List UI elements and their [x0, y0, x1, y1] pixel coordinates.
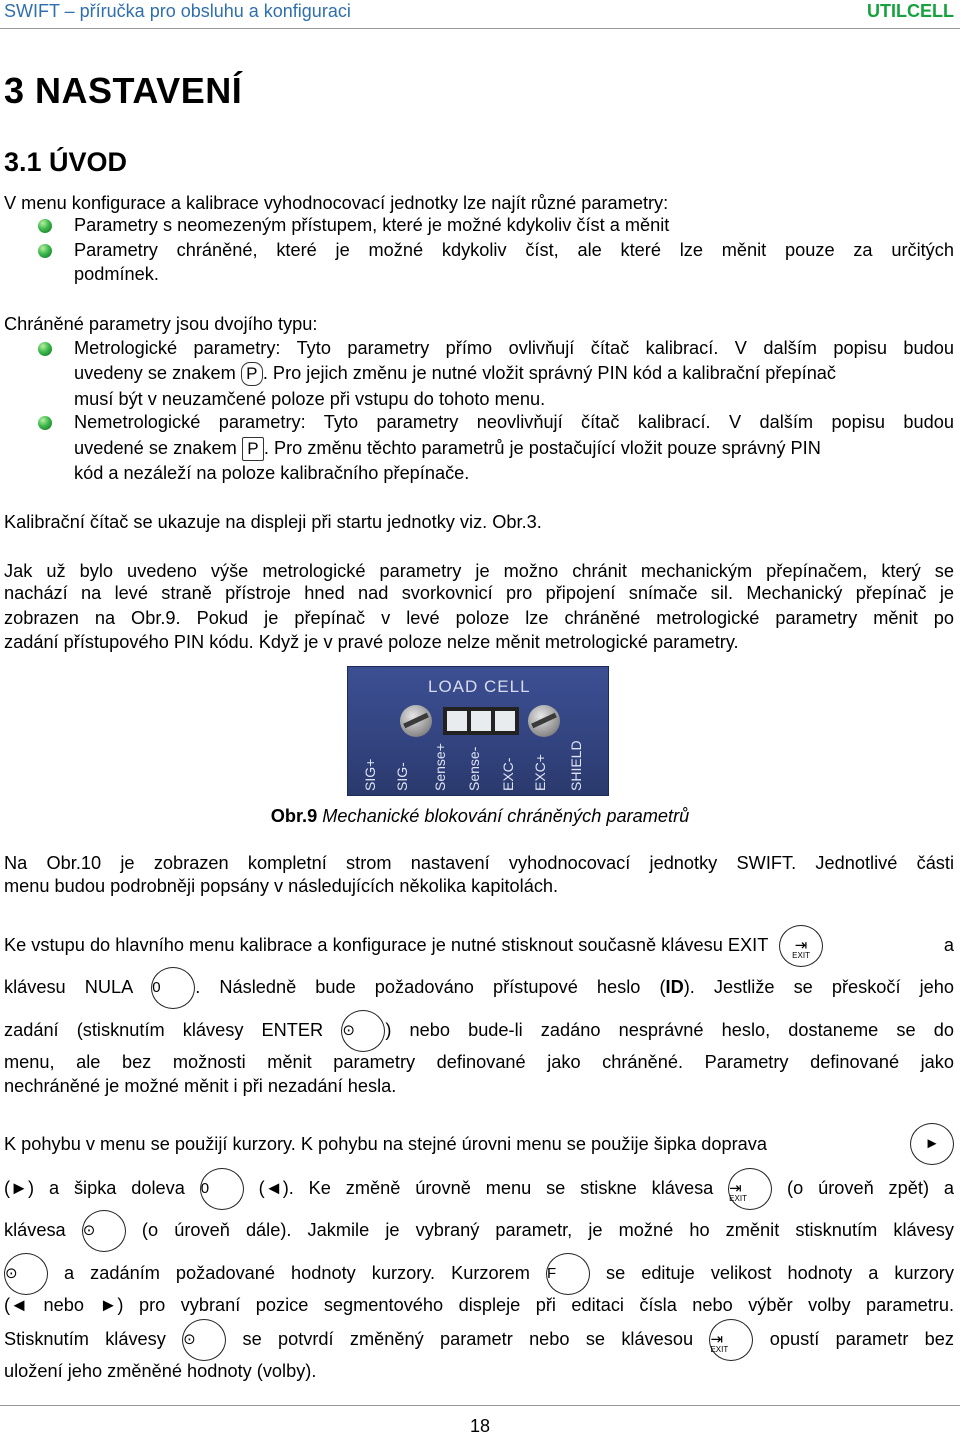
- terminal-label: SIG+: [362, 758, 378, 791]
- bullet-icon: [38, 342, 52, 356]
- exit-key-icon: ⇥ EXIT: [709, 1319, 753, 1361]
- switch-paragraph-line: Jak už bylo uvedeno výše metrologické parametry je možno chránit mechanickým přepínačem, který se: [4, 561, 954, 581]
- exit-key-icon: ⇥ EXIT: [779, 925, 823, 967]
- id-label: ID: [665, 977, 684, 997]
- switch-paragraph-line: zobrazen na Obr.9. Pokud je přepínač v levé poloze lze chráněné metrologické parametry měnit po: [4, 608, 954, 628]
- keys-line-5: nechráněné je možné měnit i při nezadání hesla.: [4, 1076, 397, 1096]
- cursor-line-4: [4, 1251, 954, 1295]
- left-arrow-key-icon: 0: [200, 1168, 244, 1210]
- chapter-heading: 3 NASTAVENÍ: [4, 70, 243, 111]
- tree-paragraph-line: Na Obr.10 je zobrazen kompletní strom nastavení vyhodnocovací jednotky SWIFT. Jednotlivé části: [4, 853, 954, 873]
- cursor-text: K pohybu v menu se použijí kurzory. K pohybu na stejné úrovni menu se použije šipka doprava: [4, 1134, 767, 1154]
- metro-line-1: Metrologické parametry: Tyto parametry přímo ovlivňují čítač kalibrací. V dalším popisu budou: [74, 338, 954, 358]
- keys-line-2: [4, 965, 954, 1009]
- caption-text: Mechanické blokování chráněných parametrů: [322, 806, 690, 826]
- list-item-continuation: podmínek.: [74, 264, 159, 284]
- calibration-switch: [443, 707, 519, 735]
- metro-text: . Pro jejich změnu je nutné vložit správný PIN kód a kalibrační přepínač: [262, 362, 837, 383]
- section-heading: 3.1 ÚVOD: [4, 147, 128, 177]
- keys-text: . Následně bude požadováno přístupové heslo (: [195, 977, 666, 997]
- caption-label: Obr.9: [270, 806, 318, 826]
- load-cell-photo: [347, 666, 609, 796]
- keys-text: a: [943, 935, 954, 955]
- enter-key-icon: ⊙: [341, 1010, 385, 1052]
- bullet-icon: [38, 219, 52, 233]
- nonmetro-text: uvedené se znakem: [74, 437, 237, 458]
- counter-paragraph: Kalibrační čítač se ukazuje na displeji při startu jednotky viz. Obr.3.: [4, 512, 542, 532]
- keys-text: Ke vstupu do hlavního menu kalibrace a konfigurace je nutné stisknout současně klávesu EXIT: [4, 935, 768, 955]
- header-title: SWIFT – příručka pro obsluhu a konfiguraci: [4, 1, 351, 21]
- cursor-line-1: [4, 1122, 954, 1166]
- photo-title: LOAD CELL: [428, 677, 531, 696]
- cursor-line-5: (◄ nebo ►) pro vybraní pozice segmentového displeje při editaci čísla nebo výběr volby parametru.: [4, 1295, 954, 1315]
- cursor-line-6: [4, 1317, 954, 1361]
- cursor-text: (►) a šipka doleva: [4, 1178, 185, 1198]
- switch-paragraph-line: zadání přístupového PIN kódu. Když je v pravé poloze nelze měnit metrologické parametry.: [4, 632, 739, 652]
- f-key-icon: F: [546, 1253, 590, 1295]
- list-item: Parametry s neomezeným přístupem, které je možné kdykoliv číst a měnit: [74, 215, 670, 235]
- bullet-icon: [38, 244, 52, 258]
- keys-line-3: [4, 1008, 954, 1052]
- zero-key-icon: 0: [151, 967, 195, 1009]
- keys-text: zadání (stisknutím klávesy ENTER: [4, 1020, 324, 1040]
- cursor-text: (o úroveň dále). Jakmile je vybraný parametr, je možné ho změnit stisknutím klávesy: [141, 1220, 954, 1240]
- footer-divider: [0, 1405, 960, 1406]
- terminal-label: Sense-: [466, 746, 482, 791]
- terminal-label: SIG-: [394, 762, 410, 791]
- protected-intro: Chráněné parametry jsou dvojího typu:: [4, 314, 318, 334]
- terminal-label: SHIELD: [568, 740, 584, 791]
- cursor-line-3: [4, 1208, 954, 1252]
- cursor-text: klávesa: [4, 1220, 66, 1240]
- metro-text: uvedeny se znakem: [74, 362, 236, 383]
- metro-line-3: musí být v neuzamčené poloze při vstupu do tohoto menu.: [74, 389, 546, 409]
- cursor-text: opustí parametr bez: [769, 1329, 954, 1349]
- metrological-symbol-icon: P: [241, 362, 263, 386]
- switch-paragraph-line: nachází na levé straně přístroje hned nad svorkovnicí pro připojení snímače sil. Mechanický přepínač je: [4, 583, 954, 603]
- screw-icon: [400, 705, 432, 737]
- cursor-text: Stisknutím klávesy: [4, 1329, 166, 1349]
- keys-text: klávesu NULA: [4, 977, 133, 997]
- cursor-line-7: uložení jeho změněné hodnoty (volby).: [4, 1361, 317, 1381]
- cursor-line-2: [4, 1166, 954, 1210]
- keys-line-4: menu, ale bez možnosti měnit parametry definované jako chráněné. Parametry definované jako: [4, 1052, 954, 1072]
- nonmetro-line-1: Nemetrologické parametry: Tyto parametry neovlivňují čítač kalibrací. V dalším popisu budou: [74, 412, 954, 432]
- header-brand: UTILCELL: [867, 1, 954, 21]
- cursor-text: se edituje velikost hodnoty a kurzory: [605, 1263, 954, 1283]
- cursor-text: se potvrdí změněný parametr nebo se klávesou: [242, 1329, 694, 1349]
- nonmetro-text: . Pro změnu těchto parametrů je postačující vložit pouze správný PIN: [263, 437, 821, 458]
- cursor-text: (o úroveň zpět) a: [787, 1178, 954, 1198]
- keys-text: ). Jestliže se přeskočí jeho: [683, 977, 955, 997]
- terminal-label: EXC+: [532, 754, 548, 791]
- keys-line-1: [4, 923, 954, 967]
- terminal-label: EXC-: [500, 757, 516, 791]
- bullet-icon: [38, 416, 52, 430]
- nonmetro-line-2: [74, 437, 954, 461]
- enter-key-icon: ⊙: [182, 1319, 226, 1361]
- cursor-text: (◄). Ke změně úrovně menu se stiskne klávesa: [258, 1178, 714, 1198]
- figure-caption: [0, 806, 960, 827]
- intro-paragraph: V menu konfigurace a kalibrace vyhodnocovací jednotky lze najít různé parametry:: [4, 193, 669, 213]
- nonmetrological-symbol-icon: P: [242, 437, 264, 461]
- screw-icon: [528, 705, 560, 737]
- enter-key-icon: ⊙: [82, 1210, 126, 1252]
- page-number: 18: [469, 1416, 491, 1436]
- list-item: Parametry chráněné, které je možné kdykoliv číst, ale které lze měnit pouze za určitých: [74, 240, 954, 260]
- header-divider: [0, 28, 960, 29]
- tree-paragraph-line: menu budou podrobněji popsány v následujících několika kapitolách.: [4, 876, 559, 896]
- cursor-text: a zadáním požadované hodnoty kurzory. Kurzorem: [64, 1263, 530, 1283]
- keys-text: ) nebo bude-li zadáno nesprávné heslo, dostaneme se do: [385, 1020, 954, 1040]
- terminal-label: Sense+: [432, 743, 448, 791]
- enter-key-icon: ⊙: [4, 1253, 48, 1295]
- metro-line-2: [74, 362, 954, 386]
- right-arrow-key-icon: ►: [910, 1123, 954, 1165]
- nonmetro-line-3: kód a nezáleží na poloze kalibračního přepínače.: [74, 463, 470, 483]
- exit-key-icon: ⇥ EXIT: [728, 1168, 772, 1210]
